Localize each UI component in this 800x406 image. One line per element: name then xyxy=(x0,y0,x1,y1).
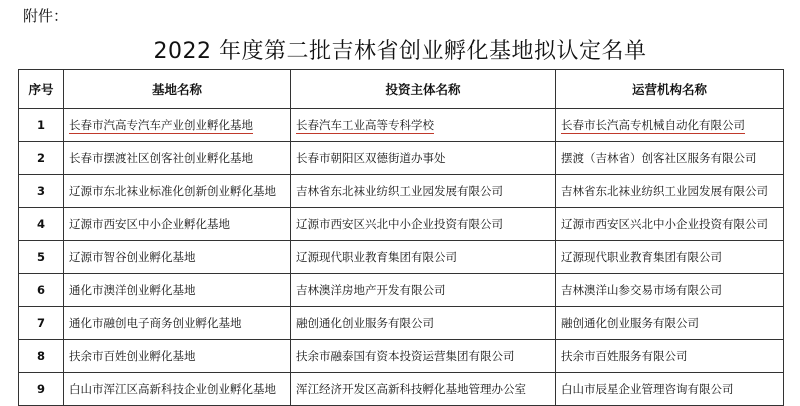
operator-name-cell: 白山市辰星企业管理咨询有限公司 xyxy=(556,373,784,406)
base-name-cell: 辽源市东北袜业标准化创新创业孵化基地 xyxy=(64,175,291,208)
operator-name-cell: 辽源市西安区兴北中小企业投资有限公司 xyxy=(556,208,784,241)
header-number: 序号 xyxy=(19,70,64,109)
operator-name-text: 长春市长汽高专机械自动化有限公司 xyxy=(561,118,745,132)
operator-name-cell: 吉林澳洋山参交易市场有限公司 xyxy=(556,274,784,307)
row-number: 6 xyxy=(19,274,64,307)
table-row xyxy=(19,142,784,175)
incubation-base-table xyxy=(18,69,784,406)
row-number: 7 xyxy=(19,307,64,340)
table-row xyxy=(19,241,784,274)
table-row xyxy=(19,307,784,340)
investor-name-cell: 吉林澳洋房地产开发有限公司 xyxy=(291,274,556,307)
base-name-cell: 通化市融创电子商务创业孵化基地 xyxy=(64,307,291,340)
row-number: 9 xyxy=(19,373,64,406)
base-name-cell: 白山市浑江区高新科技企业创业孵化基地 xyxy=(64,373,291,406)
row-number: 4 xyxy=(19,208,64,241)
investor-name-cell: 辽源市西安区兴北中小企业投资有限公司 xyxy=(291,208,556,241)
operator-name-cell: 扶余市百姓服务有限公司 xyxy=(556,340,784,373)
row-number: 2 xyxy=(19,142,64,175)
table-row xyxy=(19,340,784,373)
table-row xyxy=(19,208,784,241)
base-name-cell: 辽源市智谷创业孵化基地 xyxy=(64,241,291,274)
investor-name-cell: 融创通化创业服务有限公司 xyxy=(291,307,556,340)
investor-name-text: 长春汽车工业高等专科学校 xyxy=(296,118,434,132)
investor-name-cell xyxy=(291,109,556,142)
base-name-cell: 辽源市西安区中小企业孵化基地 xyxy=(64,208,291,241)
investor-name-cell: 辽源现代职业教育集团有限公司 xyxy=(291,241,556,274)
base-name-cell: 通化市澳洋创业孵化基地 xyxy=(64,274,291,307)
operator-name-cell: 融创通化创业服务有限公司 xyxy=(556,307,784,340)
base-name-cell: 长春市摆渡社区创客社创业孵化基地 xyxy=(64,142,291,175)
table-row xyxy=(19,109,784,142)
investor-name-cell: 长春市朝阳区双德街道办事处 xyxy=(291,142,556,175)
table-header-row xyxy=(19,70,784,109)
document-title: 2022 年度第二批吉林省创业孵化基地拟认定名单 xyxy=(153,39,647,64)
base-name-text: 长春市汽高专汽车产业创业孵化基地 xyxy=(69,118,253,132)
operator-name-cell: 辽源现代职业教育集团有限公司 xyxy=(556,241,784,274)
operator-name-cell: 吉林省东北袜业纺织工业园发展有限公司 xyxy=(556,175,784,208)
operator-name-cell: 摆渡（吉林省）创客社区服务有限公司 xyxy=(556,142,784,175)
row-number: 8 xyxy=(19,340,64,373)
header-base-name: 基地名称 xyxy=(64,70,291,109)
investor-name-cell: 吉林省东北袜业纺织工业园发展有限公司 xyxy=(291,175,556,208)
attachment-label: 附件： xyxy=(23,7,69,25)
base-name-cell: 扶余市百姓创业孵化基地 xyxy=(64,340,291,373)
investor-name-cell: 扶余市融泰国有资本投资运营集团有限公司 xyxy=(291,340,556,373)
operator-name-cell xyxy=(556,109,784,142)
row-number: 5 xyxy=(19,241,64,274)
row-number: 1 xyxy=(19,109,64,142)
header-investor-name: 投资主体名称 xyxy=(291,70,556,109)
table-row xyxy=(19,175,784,208)
investor-name-cell: 浑江经济开发区高新科技孵化基地管理办公室 xyxy=(291,373,556,406)
base-name-cell xyxy=(64,109,291,142)
header-operator-name: 运营机构名称 xyxy=(556,70,784,109)
row-number: 3 xyxy=(19,175,64,208)
table-row xyxy=(19,274,784,307)
